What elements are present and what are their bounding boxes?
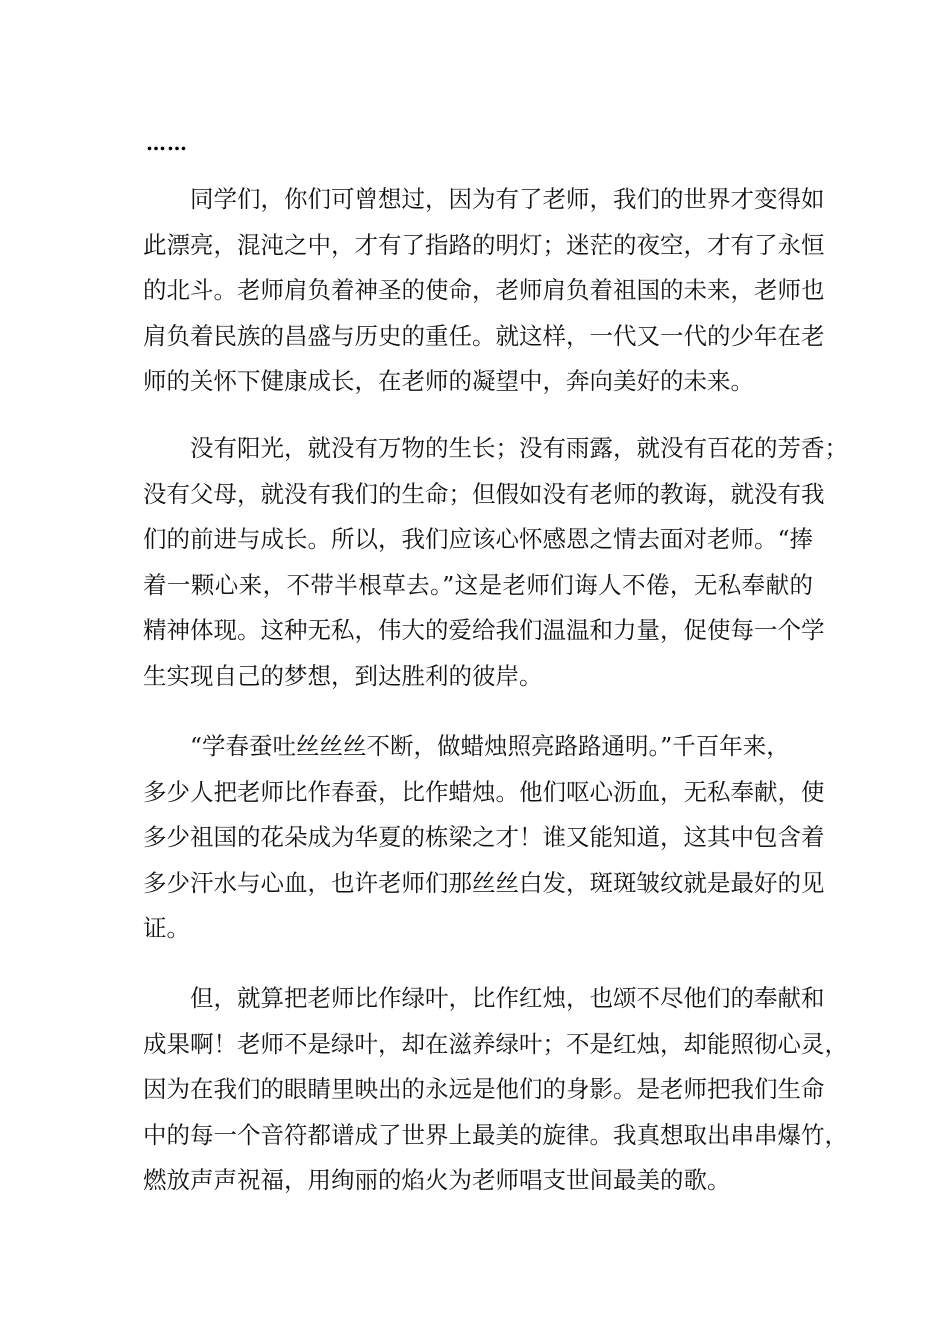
paragraph-line: 成果啊！老师不是绿叶，却在滋养绿叶；不是红烛，却能照彻心灵， xyxy=(143,1029,848,1058)
paragraph-4 xyxy=(143,976,848,1204)
paragraph-line: 没有阳光，就没有万物的生长；没有雨露，就没有百花的芳香； xyxy=(190,434,848,462)
paragraph-line: “学春蚕吐丝丝丝不断，做蜡烛照亮路路通明。”千百年来， xyxy=(190,732,790,760)
paragraph-line: 们的前进与成长。所以，我们应该心怀感恩之情去面对老师。“捧 xyxy=(143,525,814,553)
paragraph-line: 精神体现。这种无私，伟大的爱给我们温温和力量，促使每一个学 xyxy=(143,616,825,644)
paragraph-line: 多少人把老师比作春蚕，比作蜡烛。他们呕心沥血，无私奉献，使 xyxy=(143,777,825,806)
paragraph-line: 多少祖国的花朵成为华夏的栋梁之才！谁又能知道，这其中包含着 xyxy=(143,823,825,851)
paragraph-line: 师的关怀下健康成长，在老师的凝望中，奔向美好的未来。 xyxy=(143,367,754,395)
paragraph-line: 但，就算把老师比作绿叶，比作红烛，也颂不尽他们的奉献和 xyxy=(190,984,825,1012)
paragraph-line: 生实现自己的梦想，到达胜利的彼岸。 xyxy=(143,661,543,690)
paragraph-3 xyxy=(143,724,825,952)
paragraph-line: 中的每一个音符都谱成了世界上最美的旋律。我真想取出串串爆竹， xyxy=(143,1120,848,1149)
paragraph-line: 燃放声声祝福，用绚丽的焰火为老师唱支世间最美的歌。 xyxy=(143,1166,731,1194)
paragraph-line: 肩负着民族的昌盛与历史的重任。就这样，一代又一代的少年在老 xyxy=(143,321,825,350)
leading-ellipsis: …… xyxy=(146,131,188,155)
paragraph-2 xyxy=(143,426,848,699)
paragraph-line: 着一颗心来，不带半根草去。”这是老师们诲人不倦，无私奉献的 xyxy=(143,570,813,599)
paragraph-line: 同学们，你们可曾想过，因为有了老师，我们的世界才变得如 xyxy=(190,185,825,213)
paragraph-line: 没有父母，就没有我们的生命；但假如没有老师的教诲，就没有我 xyxy=(143,479,825,508)
paragraph-1 xyxy=(143,177,825,405)
paragraph-line: 的北斗。老师肩负着神圣的使命，老师肩负着祖国的未来，老师也 xyxy=(143,276,825,304)
paragraph-line: 因为在我们的眼睛里映出的永远是他们的身影。是老师把我们生命 xyxy=(143,1075,825,1103)
paragraph-line: 证。 xyxy=(143,914,190,942)
paragraph-line: 多少汗水与心血，也许老师们那丝丝白发，斑斑皱纹就是最好的见 xyxy=(143,868,825,897)
paragraph-line: 此漂亮，混沌之中，才有了指路的明灯；迷茫的夜空，才有了永恒 xyxy=(143,230,825,259)
